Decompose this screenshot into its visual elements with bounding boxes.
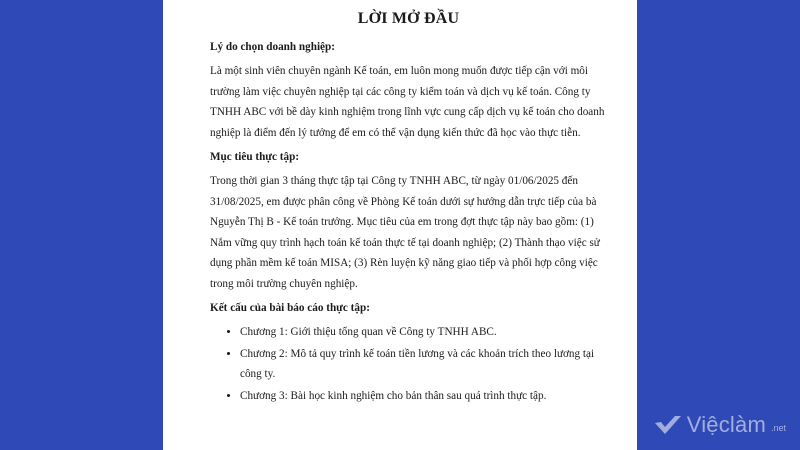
list-item: • Chương 2: Mô tả quy trình kế toán tiền lương và các khoản trích theo lương tại công ty. bbox=[240, 344, 609, 384]
watermark-suffix: .net bbox=[770, 423, 786, 433]
document-title: LỜI MỞ ĐẦU bbox=[357, 10, 460, 27]
list-item: • Chương 1: Giới thiệu tổng quan về Công ty TNHH ABC. bbox=[240, 322, 609, 342]
document-page bbox=[163, 0, 637, 450]
section-heading-structure: Kết cấu của bài báo cáo thực tập: bbox=[210, 302, 370, 314]
checkmark-logo-icon bbox=[653, 413, 683, 437]
section-paragraph-reason: Là một sinh viên chuyên ngành Kế toán, em luôn mong muốn được tiếp cận với môi trường làm việc chuyên nghiệp tại các công ty kiểm toán và dịch vụ kế toán. Công ty TNHH ABC với bề dày kinh nghiệm trong lĩnh vực cung cấp dịch vụ kế toán cho doanh nghiệp là điểm đến lý tưởng để em có thể vận dụng kiến thức đã học vào thực tiễn. bbox=[210, 65, 605, 139]
section-heading-reason: Lý do chọn doanh nghiệp: bbox=[210, 41, 335, 53]
list-item: • Chương 3: Bài học kinh nghiệm cho bản thân sau quá trình thực tập. bbox=[240, 386, 609, 406]
chapter-list bbox=[210, 322, 609, 406]
section-paragraph-goals: Trong thời gian 3 tháng thực tập tại Công ty TNHH ABC, từ ngày 01/06/2025 đến 31/08/2025, em được phân công về Phòng Kế toán dưới sự hướng dẫn trực tiếp của bà Nguyễn Thị B - Kế toán trưởng. Mục tiêu của em trong đợt thực tập này bao gồm: (1) Nắm vững quy trình hạch toán kế toán thực tế tại doanh nghiệp; (2) Thành thạo việc sử dụng phần mềm kế toán MISA; (3) Rèn luyện kỹ năng giao tiếp và phối hợp công việc trong môi trường chuyên nghiệp. bbox=[210, 175, 600, 290]
watermark bbox=[653, 412, 786, 438]
section-heading-goals: Mục tiêu thực tập: bbox=[210, 151, 300, 163]
watermark-brand: Việclàm bbox=[686, 412, 766, 437]
